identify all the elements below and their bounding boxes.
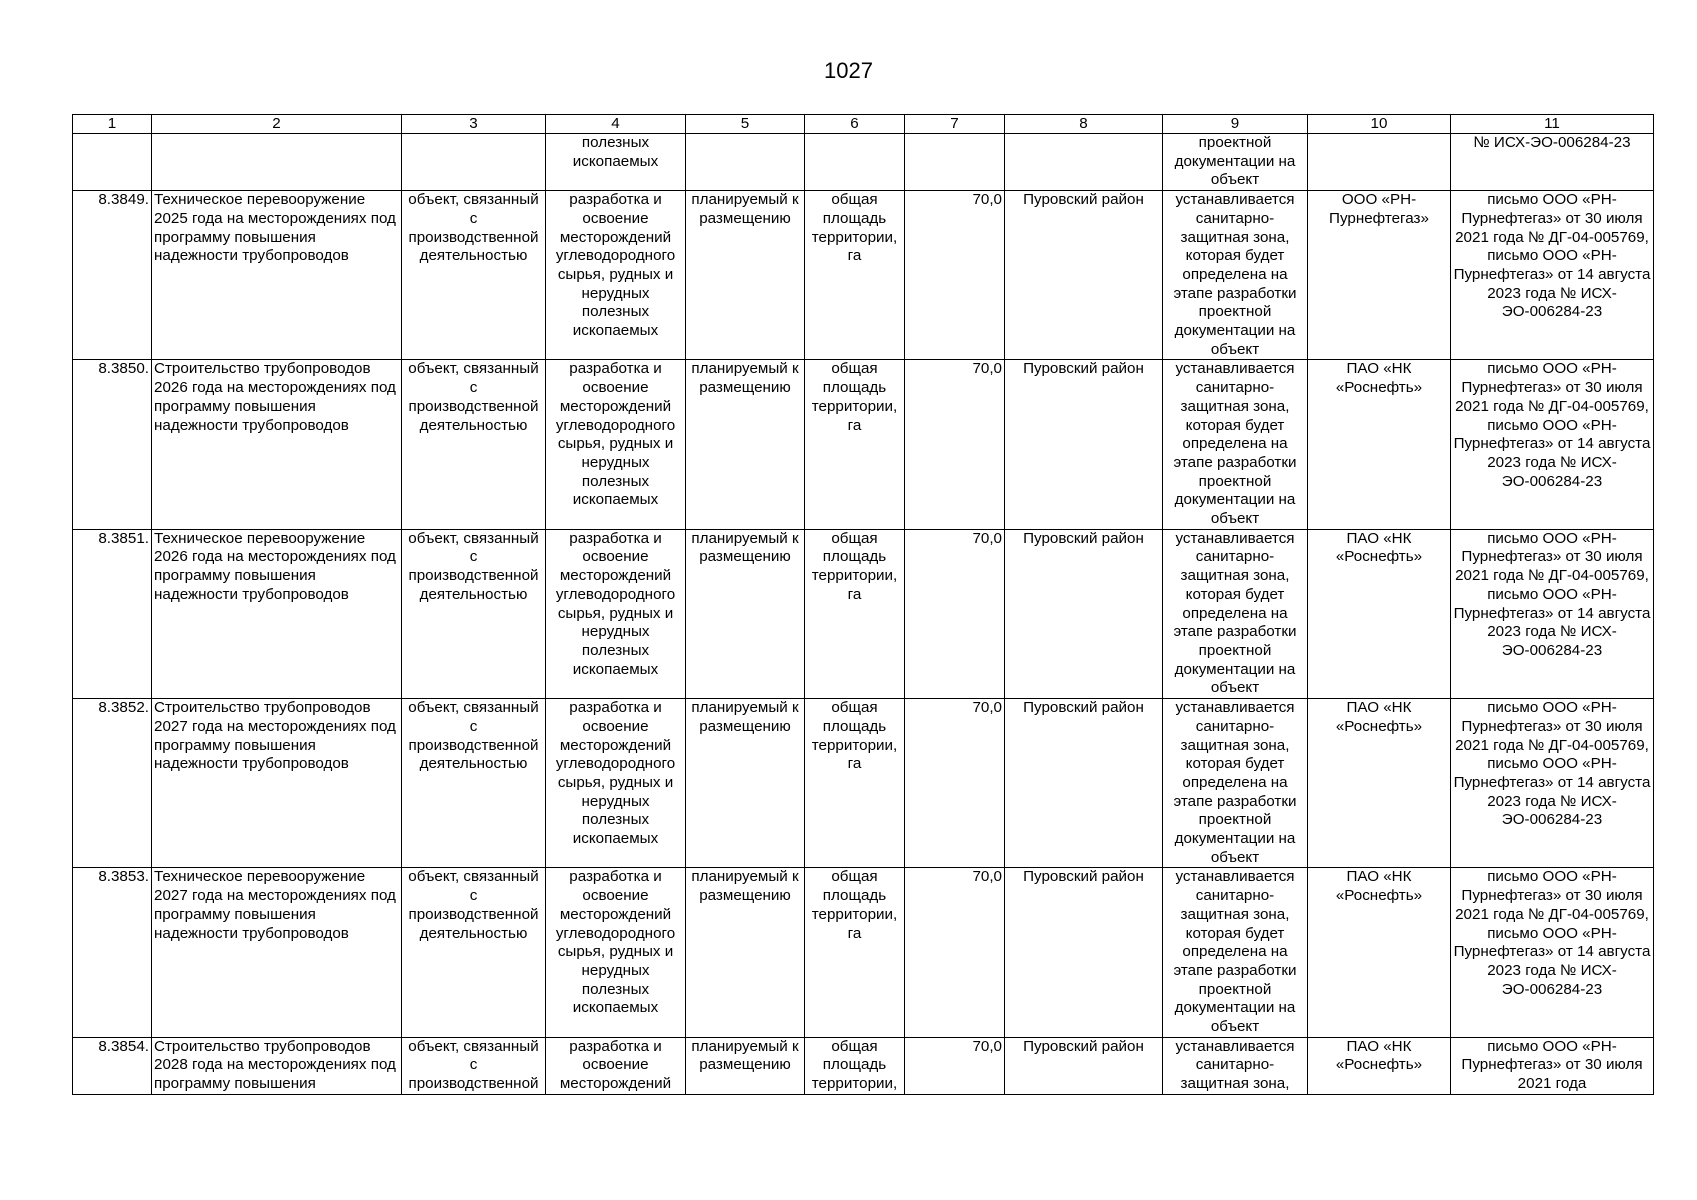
cell-initiator: ООО «РН-Пурнефтегаз» [1308,191,1451,360]
cell-characteristic: общая площадь территории, га [805,191,905,360]
cell-name: Строительство трубопроводов 2028 года на месторождениях под программу повышения [152,1037,402,1094]
cell-initiator: ПАО «НК «Роснефть» [1308,1037,1451,1094]
cell-purpose: разработка и освоение месторождений углеводородного сырья, рудных и нерудных полезных ископаемых [546,529,686,698]
cell-type: объект, связанный с производственной деятельностью [402,868,546,1037]
cell-characteristic: общая площадь территории, га [805,529,905,698]
cell-status: планируемый к размещению [686,529,805,698]
cell-characteristic [805,134,905,191]
column-number: 11 [1451,115,1654,134]
page-number: 1027 [824,58,873,83]
cell-basis: письмо ООО «РН-Пурнефтегаз» от 30 июля 2021 года № ДГ-04-005769, письмо ООО «РН-Пурнефтегаз» от 14 августа 2023 года № ИСХ-ЭО-006284-23 [1451,529,1654,698]
cell-characteristic: общая площадь территории, га [805,868,905,1037]
cell-status [686,134,805,191]
cell-value: 70,0 [905,1037,1005,1094]
cell-initiator: ПАО «НК «Роснефть» [1308,360,1451,529]
cell-location [1005,134,1163,191]
column-number: 9 [1163,115,1308,134]
cell-type: объект, связанный с производственной [402,1037,546,1094]
cell-value: 70,0 [905,191,1005,360]
cell-characteristic: общая площадь территории, га [805,699,905,868]
cell-location: Пуровский район [1005,868,1163,1037]
cell-value: 70,0 [905,699,1005,868]
cell-basis: № ИСХ-ЭО-006284-23 [1451,134,1654,191]
cell-name: Строительство трубопроводов 2026 года на месторождениях под программу повышения надежности трубопроводов [152,360,402,529]
cell-no [73,134,152,191]
cell-basis: письмо ООО «РН-Пурнефтегаз» от 30 июля 2021 года № ДГ-04-005769, письмо ООО «РН-Пурнефтегаз» от 14 августа 2023 года № ИСХ-ЭО-006284-23 [1451,360,1654,529]
cell-value [905,134,1005,191]
cell-zone: устанавливается санитарно-защитная зона, которая будет определена на этапе разработки проектной документации на объект [1163,699,1308,868]
column-number: 1 [73,115,152,134]
table-row [73,868,1654,1037]
table-row [73,529,1654,698]
cell-initiator: ПАО «НК «Роснефть» [1308,529,1451,698]
column-number: 10 [1308,115,1451,134]
cell-type: объект, связанный с производственной деятельностью [402,360,546,529]
cell-name: Техническое перевооружение 2027 года на месторождениях под программу повышения надежности трубопроводов [152,868,402,1037]
cell-status: планируемый к размещению [686,191,805,360]
cell-value: 70,0 [905,868,1005,1037]
table-row [73,1037,1654,1094]
cell-name [152,134,402,191]
continuation-row [73,134,1654,191]
cell-no: 8.3853. [73,868,152,1037]
cell-zone: устанавливается санитарно-защитная зона, которая будет определена на этапе разработки проектной документации на объект [1163,868,1308,1037]
cell-zone: устанавливается санитарно-защитная зона, которая будет определена на этапе разработки проектной документации на объект [1163,529,1308,698]
cell-characteristic: общая площадь территории, га [805,360,905,529]
cell-no: 8.3851. [73,529,152,698]
column-number: 5 [686,115,805,134]
cell-location: Пуровский район [1005,529,1163,698]
cell-no: 8.3852. [73,699,152,868]
cell-basis: письмо ООО «РН-Пурнефтегаз» от 30 июля 2021 года № ДГ-04-005769, письмо ООО «РН-Пурнефтегаз» от 14 августа 2023 года № ИСХ-ЭО-006284-23 [1451,699,1654,868]
cell-initiator [1308,134,1451,191]
column-number: 7 [905,115,1005,134]
table-row [73,191,1654,360]
cell-status: планируемый к размещению [686,868,805,1037]
cell-location: Пуровский район [1005,360,1163,529]
cell-basis: письмо ООО «РН-Пурнефтегаз» от 30 июля 2021 года № ДГ-04-005769, письмо ООО «РН-Пурнефтегаз» от 14 августа 2023 года № ИСХ-ЭО-006284-23 [1451,868,1654,1037]
cell-no: 8.3854. [73,1037,152,1094]
registry-table [72,114,1654,1095]
cell-zone: устанавливается санитарно-защитная зона, [1163,1037,1308,1094]
cell-initiator: ПАО «НК «Роснефть» [1308,699,1451,868]
cell-location: Пуровский район [1005,191,1163,360]
cell-type: объект, связанный с производственной деятельностью [402,699,546,868]
cell-purpose: разработка и освоение месторождений [546,1037,686,1094]
cell-zone: устанавливается санитарно-защитная зона, которая будет определена на этапе разработки проектной документации на объект [1163,360,1308,529]
column-number: 8 [1005,115,1163,134]
cell-no: 8.3849. [73,191,152,360]
column-number: 4 [546,115,686,134]
cell-purpose: разработка и освоение месторождений углеводородного сырья, рудных и нерудных полезных ископаемых [546,868,686,1037]
cell-value: 70,0 [905,360,1005,529]
cell-characteristic: общая площадь территории, [805,1037,905,1094]
cell-status: планируемый к размещению [686,1037,805,1094]
cell-location: Пуровский район [1005,1037,1163,1094]
cell-name: Техническое перевооружение 2026 года на месторождениях под программу повышения надежности трубопроводов [152,529,402,698]
column-number-row [73,115,1654,134]
column-number: 3 [402,115,546,134]
cell-value: 70,0 [905,529,1005,698]
table-row [73,699,1654,868]
cell-status: планируемый к размещению [686,699,805,868]
cell-location: Пуровский район [1005,699,1163,868]
cell-purpose: разработка и освоение месторождений углеводородного сырья, рудных и нерудных полезных ископаемых [546,191,686,360]
cell-status: планируемый к размещению [686,360,805,529]
cell-type [402,134,546,191]
cell-purpose: разработка и освоение месторождений углеводородного сырья, рудных и нерудных полезных ископаемых [546,360,686,529]
cell-no: 8.3850. [73,360,152,529]
cell-purpose: разработка и освоение месторождений углеводородного сырья, рудных и нерудных полезных ископаемых [546,699,686,868]
cell-purpose: полезных ископаемых [546,134,686,191]
cell-zone: проектной документации на объект [1163,134,1308,191]
cell-type: объект, связанный с производственной деятельностью [402,191,546,360]
cell-zone: устанавливается санитарно-защитная зона, которая будет определена на этапе разработки проектной документации на объект [1163,191,1308,360]
cell-name: Строительство трубопроводов 2027 года на месторождениях под программу повышения надежности трубопроводов [152,699,402,868]
cell-basis: письмо ООО «РН-Пурнефтегаз» от 30 июля 2021 года [1451,1037,1654,1094]
cell-type: объект, связанный с производственной деятельностью [402,529,546,698]
table-row [73,360,1654,529]
column-number: 2 [152,115,402,134]
cell-name: Техническое перевооружение 2025 года на месторождениях под программу повышения надежности трубопроводов [152,191,402,360]
cell-initiator: ПАО «НК «Роснефть» [1308,868,1451,1037]
cell-basis: письмо ООО «РН-Пурнефтегаз» от 30 июля 2021 года № ДГ-04-005769, письмо ООО «РН-Пурнефтегаз» от 14 августа 2023 года № ИСХ-ЭО-006284-23 [1451,191,1654,360]
column-number: 6 [805,115,905,134]
